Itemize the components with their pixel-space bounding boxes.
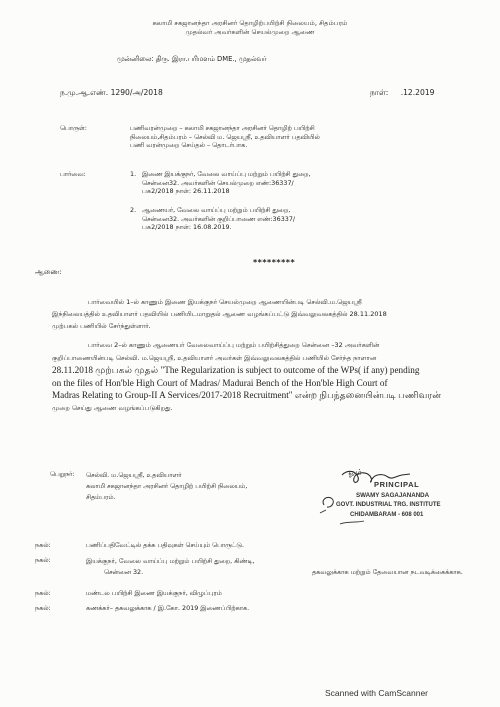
scanner-watermark: Scanned with CamScanner — [325, 688, 429, 698]
paragraph-line: குறிப்பாணையின்படி செல்வி. ம.ஜெயஸ்ரீ, உதவியாளர் அவர்கள் இவ்வலுவலகத்தில் பணியில் சேர்ந்த நாளான — [52, 353, 377, 362]
subject-text — [130, 124, 370, 150]
order-date — [370, 88, 435, 98]
copy-address — [86, 556, 255, 578]
reference-number-1: 1. — [130, 170, 137, 178]
subject-line: பணிவரன்முறை – கலாமி சகஜானந்தா அரசினர் தொழிற் பயிற்சி — [130, 124, 315, 132]
paragraph-line: 28.11.2018 முற்பகல் முதல் "The Regularization is subject to outcome of the WPs( if any) pending — [52, 365, 420, 376]
stamp-institute-name: SWAMY SAGAJANANDA — [356, 492, 430, 499]
reference-line: சென்னை32. அவர்களின் செயல்முறை எண்:36337/ — [142, 178, 294, 187]
signature-text: ஓம் — [348, 468, 362, 477]
copy-label: நகல்: — [35, 589, 51, 597]
copy-line: பணிப்பதிவேட்டில் தக்க பதிவுகள் செய்யும் பொருட்டு. — [86, 541, 244, 549]
reference-number: ந.மு.ஆ.எண். 1290/அ/2018 — [60, 88, 163, 97]
paragraph-line: முறை செய்து ஆணை வழங்கப்படுகிறது. — [52, 403, 173, 412]
presence-line: முன்னிலை: திரு. இரா.பரிமளம் DME., முதல்வர் — [117, 55, 267, 63]
reference-line: சென்னை32. அவர்களின் குறிப்பாணை எண்:36337/ — [142, 214, 296, 223]
reference-item-2 — [130, 206, 370, 232]
recipient-line: செல்வி. ம.ஜெயஸ்ரீ, உதவியாளர் — [86, 471, 182, 479]
stamp-location: CHIDAMBARAM - 608 001 — [350, 512, 424, 518]
copy-line: சென்னை 32. — [104, 568, 144, 576]
office-header — [90, 19, 410, 37]
copy-line: மண்டல பயிற்சி இணை இயக்குநர், விழுப்புரம் — [86, 589, 222, 597]
paragraph-line: பார்வை 2–ல் காணும் ஆணையர் வேலைவாய்ப்பு மற்றும் பயிற்சித்துறை சென்னை –32 அவர்களின் — [88, 341, 380, 349]
paragraph-line: பார்வையில் 1–ல் காணும் இணை இயக்குநர் செயல்முறை ஆணையின்படி செல்வி.ம.ஜெயஸ்ரீ — [88, 298, 362, 306]
copy-label: நகல்: — [35, 556, 51, 564]
copy-purpose-note: தகவலுக்காக மற்றும் தேவையான நடவடிக்கைக்காக. — [312, 568, 463, 576]
reference-item-1 — [130, 170, 370, 196]
copy-line: கணக்கர்– தகவலுக்காக / இ.கோ. 2019 இணைப்பிற்காக. — [86, 604, 250, 612]
paragraph-line: இந்நிலையத்தில் உதவியாளர் பதவியில் பணியிடமாறுதல் ஆணை வழங்கப்பட்டு இவ்வலுவலகத்தில் 28.11.2018 — [52, 310, 387, 318]
paragraph-line: Madras Relating to Group-II A Services/2017-2018 Recruitment" என்ற நிபந்தனையின்படி பணிவரன் — [52, 390, 442, 401]
references-label: பார்வை: — [60, 170, 86, 178]
recipient-label: பெறுநர்: — [50, 470, 75, 478]
header-line-1: கலாமி சகஜானந்தா அரசினர் தொழிற்பயிற்சி நிலையம், சிதம்பரம் — [152, 19, 348, 27]
copy-line: இயக்குநர், வேலை வாய்ப்பு மற்றும் பயிற்சி துறை, கிண்டி, — [86, 557, 255, 565]
order-paragraph-2 — [52, 339, 462, 415]
principal-signature-stamp — [318, 467, 443, 527]
paragraph-line: on the files of Hon'ble High Court of Madras/ Madurai Bench of the Hon'ble High Court of — [52, 377, 388, 388]
reference-line: ஆணையர், வேலை வாய்ப்பு மற்றும் பயிற்சி துறை, — [142, 206, 291, 214]
subject-line: பணி வரன்முறை செய்தல் – தொடர்பாக. — [130, 141, 248, 150]
stamp-principal: PRINCIPAL — [374, 480, 420, 489]
reference-line: ப௧2/2018 நாள்: 16.08.2019. — [142, 223, 232, 232]
separator-stars: ********* — [253, 258, 296, 267]
recipient-address — [86, 470, 306, 503]
subject-label: பொருள்: — [60, 124, 87, 132]
date-value: .12.2019 — [400, 88, 435, 97]
order-label: ஆணை: — [35, 268, 62, 276]
paragraph-line: முற்பகல் பணியில் சேர்ந்துள்ளார். — [52, 322, 151, 330]
header-line-2: முதல்வர் அவர்களின் செயல்முறை ஆணை — [185, 27, 315, 36]
reference-line: ப௧2/2018 நாள்: 26.11.2018 — [142, 187, 230, 196]
stamp-institute-type: GOVT. INDUSTRIAL TRG. INSTITUTE — [336, 502, 441, 508]
date-label: நாள்: — [370, 88, 389, 97]
reference-number-2: 2. — [130, 206, 137, 214]
order-paragraph-1 — [52, 296, 452, 332]
copy-label: நகல்: — [35, 541, 51, 549]
recipient-line: கலாமி சகஜானந்தா அரசினர் தொழிற் பயிற்சி நிலையம், — [86, 482, 248, 490]
subject-line: நிலையம்,சிதம்பரம் – செல்வி ம. ஜெயஸ்ரீ, உதவியாளர் பதவியில் — [130, 132, 320, 141]
recipient-line: சிதம்பரம். — [86, 493, 116, 501]
reference-line: இணை இயக்குநர், வேலை வாய்ப்பு மற்றும் பயிற்சி துறை, — [142, 170, 311, 178]
copy-label: நகல்: — [35, 604, 51, 612]
